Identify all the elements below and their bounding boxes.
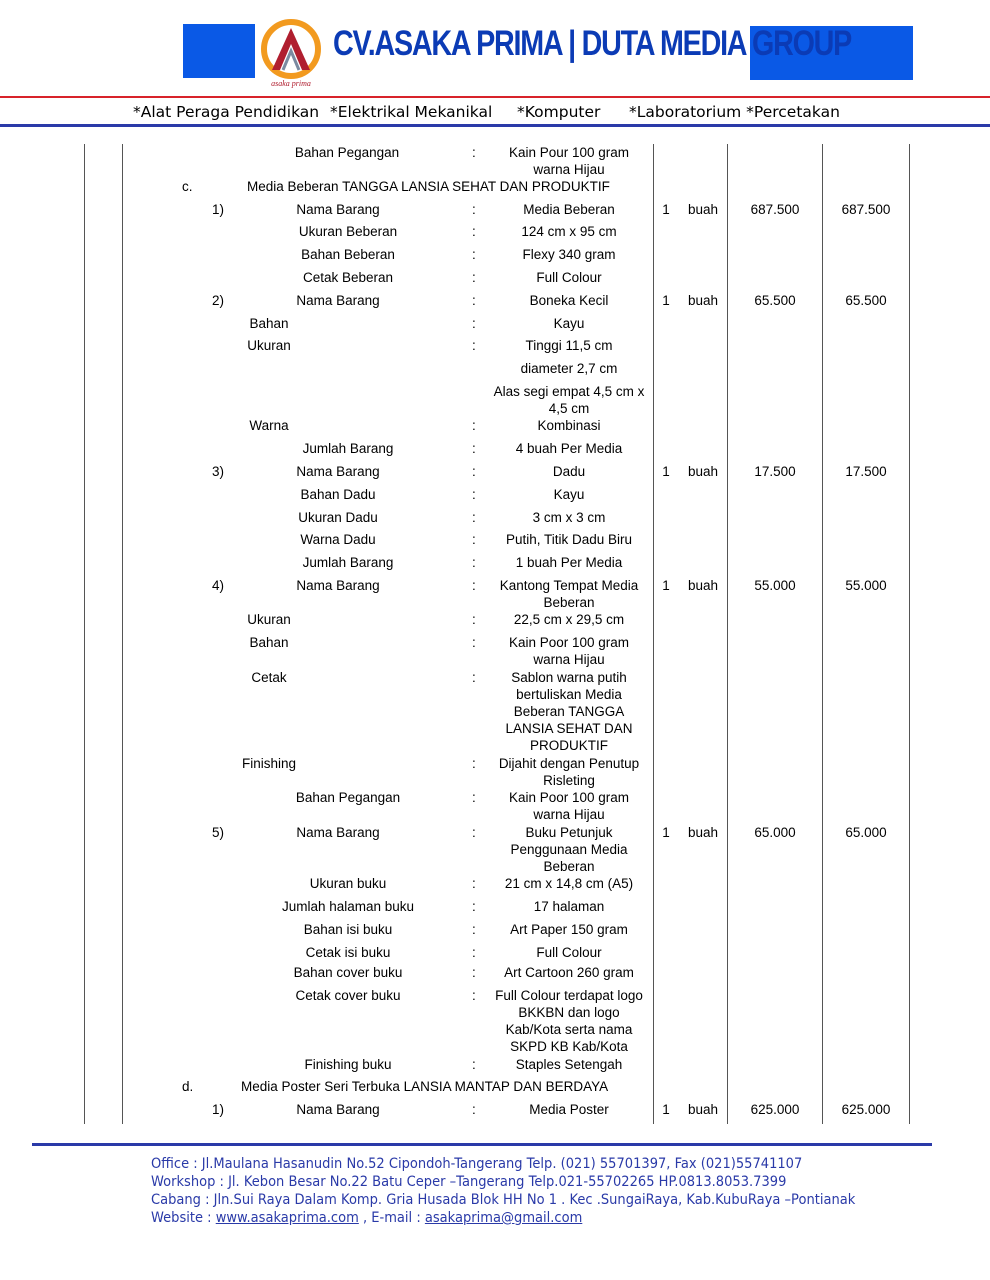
row-label: Ukuran Dadu [298,510,378,525]
row-colon: : [472,1102,476,1117]
row-qty: 1 [662,202,670,217]
row-colon: : [472,1057,476,1072]
row-value: Media Beberan [523,202,615,217]
row-colon: : [472,510,476,525]
row-value: Kayu [553,316,585,331]
row-label: Warna [249,418,289,433]
row-label: Ukuran [247,338,291,353]
row-label: Nama Barang [296,202,380,217]
row-colon: : [472,338,476,353]
footer-office: Office : Jl.Maulana Hasanudin No.52 Cipondoh-Tangerang Telp. (021) 55701397, Fax (021)55741107 [151,1156,803,1172]
logo-caption: asaka prima [271,79,311,88]
footer-contact [151,1210,582,1226]
row-number: 2) [211,293,224,308]
row-label: Cetak isi buku [305,945,391,960]
row-value: 1 buah Per Media [515,555,623,570]
row-label: Nama Barang [296,578,380,593]
row-colon: : [472,635,476,650]
row-label: Nama Barang [296,825,380,840]
row-colon: : [472,532,476,547]
footer-email-link[interactable]: asakaprima@gmail.com [424,1210,583,1226]
footer-website-label: Website : [151,1210,216,1226]
row-number: 3) [211,464,224,479]
row-colon: : [472,487,476,502]
row-colon: : [472,224,476,239]
row-value: 21 cm x 14,8 cm (A5) [504,876,634,891]
table-divider-4 [822,144,823,1124]
row-value: Full Colour [536,945,602,960]
row-total-price: 55.000 [845,578,887,593]
row-value: 22,5 cm x 29,5 cm [513,612,625,627]
row-colon: : [472,922,476,937]
row-total-price: 687.500 [841,202,891,217]
row-colon: : [472,876,476,891]
tagline-alat-peraga: *Alat Peraga Pendidikan [133,103,320,121]
footer-website-link[interactable]: www.asakaprima.com [215,1210,359,1226]
row-value: Putih, Titik Dadu Biru [505,532,633,547]
table-divider-1 [122,144,123,1124]
row-label: Bahan Dadu [300,487,376,502]
row-total-price: 625.000 [841,1102,891,1117]
row-value: Full Colour terdapat logo BKKBN dan logo Kab/Kota serta nama SKPD KB Kab/Kota [495,988,643,1054]
row-label: Jumlah Barang [302,555,394,570]
row-unit: buah [687,202,719,217]
row-value: diameter 2,7 cm [520,361,618,376]
row-value: Full Colour [536,270,602,285]
row-colon: : [472,825,476,840]
row-unit-price: 687.500 [750,202,800,217]
row-value: Staples Setengah [515,1057,623,1072]
row-value: Sablon warna putih bertuliskan Media Beberan TANGGA LANSIA SEHAT DAN PRODUKTIF [505,670,633,753]
row-label: Jumlah Barang [302,441,394,456]
row-label: Cetak Beberan [302,270,394,285]
row-value: 4 buah Per Media [515,441,623,456]
tagline-komputer: *Komputer [517,103,601,121]
row-colon: : [472,612,476,627]
row-qty: 1 [662,293,670,308]
table-border-right [909,144,910,1124]
section-letter-c: c. [182,179,193,194]
section-title-c: Media Beberan TANGGA LANSIA SEHAT DAN PRODUKTIF [247,179,610,194]
tagline-laboratorium: *Laboratorium *Percetakan [629,103,840,121]
row-value: Kombinasi [537,418,601,433]
row-label: Finishing [241,756,297,771]
row-label: Ukuran Beberan [298,224,398,239]
row-value: Tinggi 11,5 cm [525,338,613,353]
company-name: CV.ASAKA PRIMA | DUTA MEDIA GROUP [333,24,852,63]
row-value: Alas segi empat 4,5 cm x 4,5 cm [493,384,645,416]
row-value: 124 cm x 95 cm [521,224,617,239]
section-title-d: Media Poster Seri Terbuka LANSIA MANTAP DAN BERDAYA [241,1079,609,1094]
row-colon: : [472,945,476,960]
row-label: Ukuran buku [309,876,387,891]
header-blue-rule [0,124,990,127]
section-letter-d: d. [182,1079,194,1094]
table-border-left [84,144,85,1124]
row-value: Dadu [552,464,586,479]
row-colon: : [472,202,476,217]
row-label: Bahan [249,635,289,650]
row-value: Art Cartoon 260 gram [504,965,634,980]
asaka-prima-logo [258,18,324,88]
row-value: Kayu [553,487,585,502]
header-left-blue-block [183,24,255,78]
row-colon: : [472,293,476,308]
row-label: Nama Barang [296,464,380,479]
footer-cabang: Cabang : Jln.Sui Raya Dalam Komp. Gria Husada Blok HH No 1 . Kec .SungaiRaya, Kab.KubuRaya –Pontianak [151,1192,856,1208]
row-number: 4) [211,578,224,593]
row-unit: buah [687,1102,719,1117]
row-qty: 1 [662,825,670,840]
row-label: Bahan Beberan [301,247,395,262]
row-unit: buah [687,578,719,593]
row-label: Nama Barang [296,293,380,308]
row-unit: buah [687,293,719,308]
row-label: Bahan cover buku [293,965,403,980]
footer-workshop: Workshop : Jl. Kebon Besar No.22 Batu Ceper –Tangerang Telp.021-55702265 HP.0813.8053.7399 [151,1174,787,1190]
row-value: Kain Pour 100 gram warna Hijau [508,145,630,177]
row-label: Bahan Pegangan [294,145,400,160]
row-label: Cetak [251,670,287,685]
row-number: 1) [211,1102,224,1117]
row-number: 5) [211,825,224,840]
header-red-rule [0,96,990,98]
row-number: 1) [211,202,224,217]
row-unit-price: 65.000 [754,825,796,840]
row-value: Art Paper 150 gram [510,922,628,937]
row-label: Bahan Pegangan [295,790,401,805]
row-value: Buku Petunjuk Penggunaan Media Beberan [510,825,628,874]
row-value: Flexy 340 gram [522,247,616,262]
row-label: Finishing buku [304,1057,392,1072]
row-colon: : [472,464,476,479]
row-unit-price: 55.000 [754,578,796,593]
row-unit-price: 17.500 [754,464,796,479]
row-label: Jumlah halaman buku [281,899,415,914]
tagline-elektrikal: *Elektrikal Mekanikal [330,103,493,121]
table-divider-2 [653,144,654,1124]
row-colon: : [472,756,476,771]
row-label: Warna Dadu [300,532,376,547]
row-qty: 1 [662,1102,670,1117]
row-unit: buah [687,825,719,840]
row-label: Ukuran [247,612,291,627]
row-total-price: 17.500 [845,464,887,479]
footer-blue-rule [32,1143,932,1146]
row-value: Kantong Tempat Media Beberan [499,578,639,610]
row-total-price: 65.500 [845,293,887,308]
row-value: Media Poster [529,1102,609,1117]
footer-email-label: , E-mail : [358,1210,425,1226]
row-qty: 1 [662,464,670,479]
row-value: Kain Poor 100 gram warna Hijau [508,635,630,667]
row-value: 3 cm x 3 cm [532,510,606,525]
row-colon: : [472,316,476,331]
row-colon: : [472,899,476,914]
row-colon: : [472,441,476,456]
row-colon: : [472,247,476,262]
row-colon: : [472,790,476,805]
row-colon: : [472,965,476,980]
row-value: 17 halaman [533,899,605,914]
row-total-price: 65.000 [845,825,887,840]
row-label: Cetak cover buku [295,988,401,1003]
row-label: Bahan [249,316,289,331]
row-value: Dijahit dengan Penutup Risleting [498,756,640,788]
row-unit: buah [687,464,719,479]
row-colon: : [472,578,476,593]
row-qty: 1 [662,578,670,593]
row-unit-price: 65.500 [754,293,796,308]
row-colon: : [472,418,476,433]
row-unit-price: 625.000 [750,1102,800,1117]
row-colon: : [472,270,476,285]
row-label: Nama Barang [296,1102,380,1117]
row-value: Boneka Kecil [529,293,609,308]
table-divider-3 [727,144,728,1124]
row-colon: : [472,145,476,160]
row-colon: : [472,555,476,570]
row-colon: : [472,988,476,1003]
row-value: Kain Poor 100 gram warna Hijau [508,790,630,822]
row-colon: : [472,670,476,685]
row-label: Bahan isi buku [303,922,393,937]
